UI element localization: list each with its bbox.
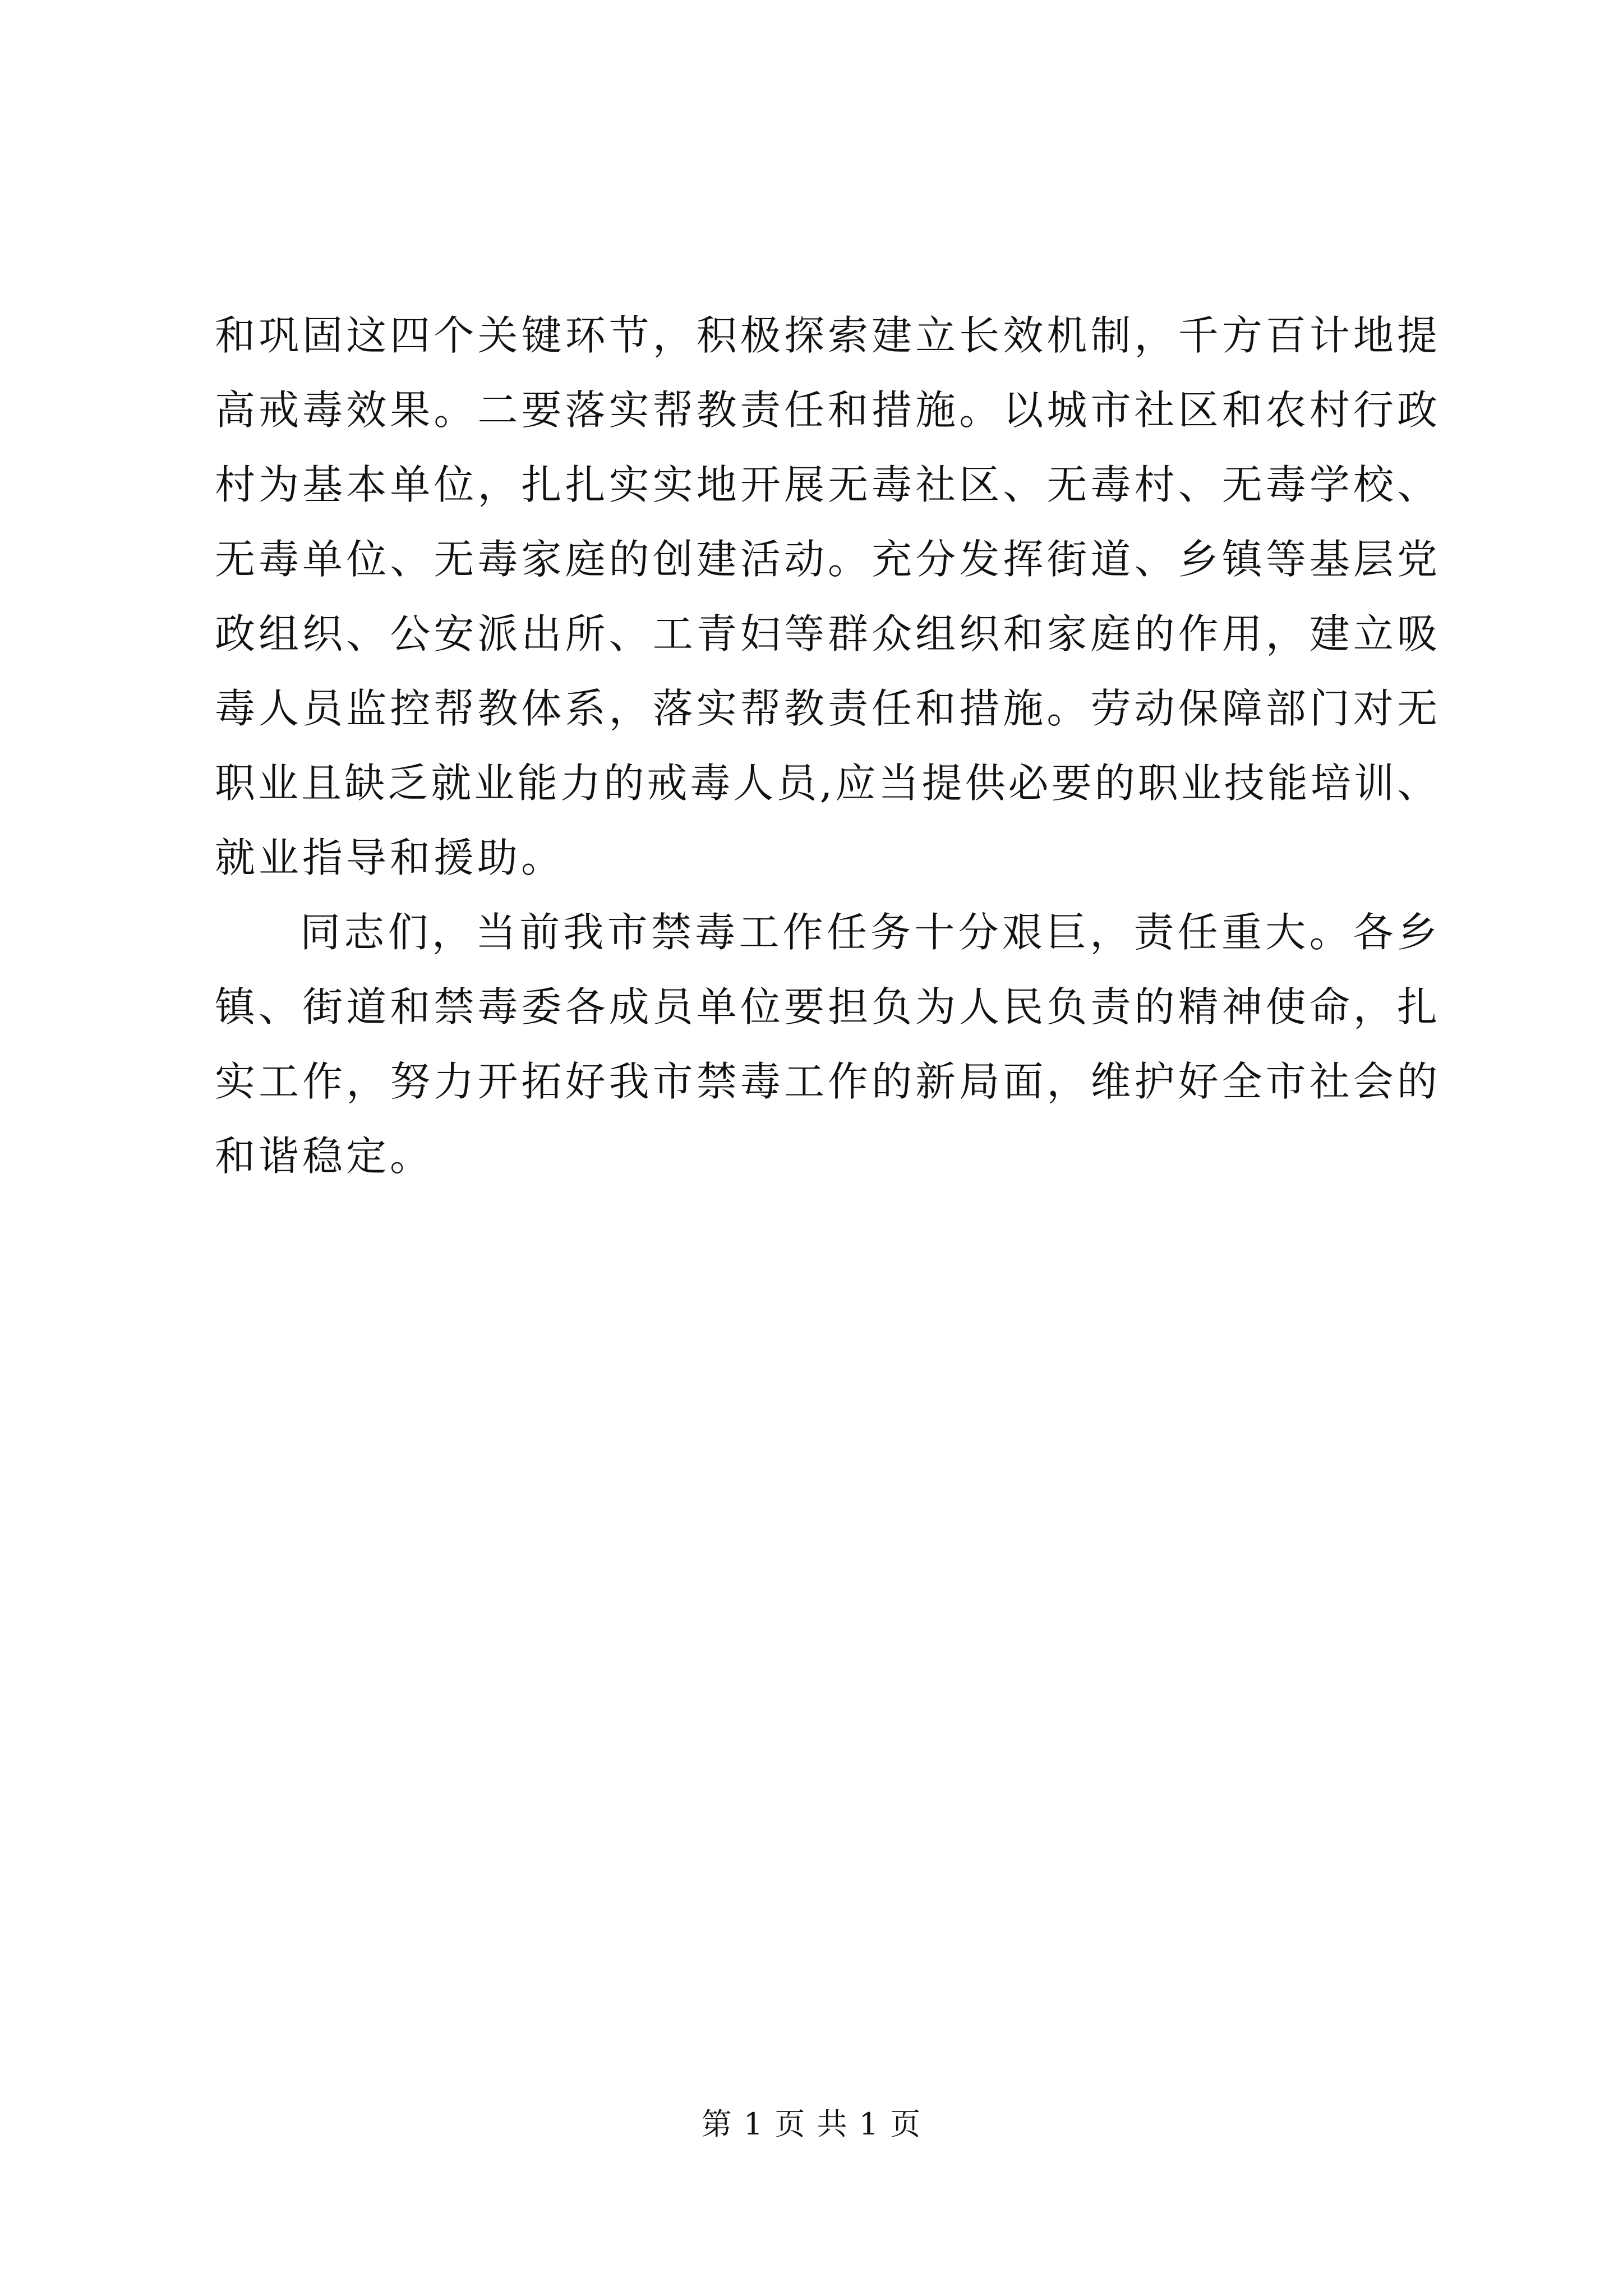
text-line: 就业指导和援助。	[215, 834, 565, 881]
body-text	[215, 298, 1437, 1194]
text-line: 职业且缺乏就业能力的戒毒人员,应当提供必要的职业技能培训、	[215, 760, 1437, 807]
text-line: 镇、街道和禁毒委各成员单位要担负为人民负责的精神使命，扎	[215, 983, 1437, 1030]
text-line: 高戒毒效果。二要落实帮教责任和措施。以城市社区和农村行政	[215, 386, 1437, 434]
text-line: 毒人员监控帮教体系，落实帮教责任和措施。劳动保障部门对无	[215, 685, 1437, 732]
text-line-paragraph-start: 同志们，当前我市禁毒工作任务十分艰巨，责任重大。各乡	[300, 909, 1437, 956]
page-number-footer: 第 1 页 共 1 页	[701, 2106, 922, 2142]
text-line: 村为基本单位，扎扎实实地开展无毒社区、无毒村、无毒学校、	[215, 461, 1437, 508]
text-line: 政组织、公安派出所、工青妇等群众组织和家庭的作用，建立吸	[215, 610, 1437, 657]
text-line: 和谐稳定。	[215, 1133, 434, 1180]
text-line: 实工作，努力开拓好我市禁毒工作的新局面，维护好全市社会的	[215, 1058, 1437, 1105]
text-line: 和巩固这四个关键环节，积极探索建立长效机制，千方百计地提	[215, 312, 1437, 359]
text-line: 无毒单位、无毒家庭的创建活动。充分发挥街道、乡镇等基层党	[215, 536, 1437, 583]
